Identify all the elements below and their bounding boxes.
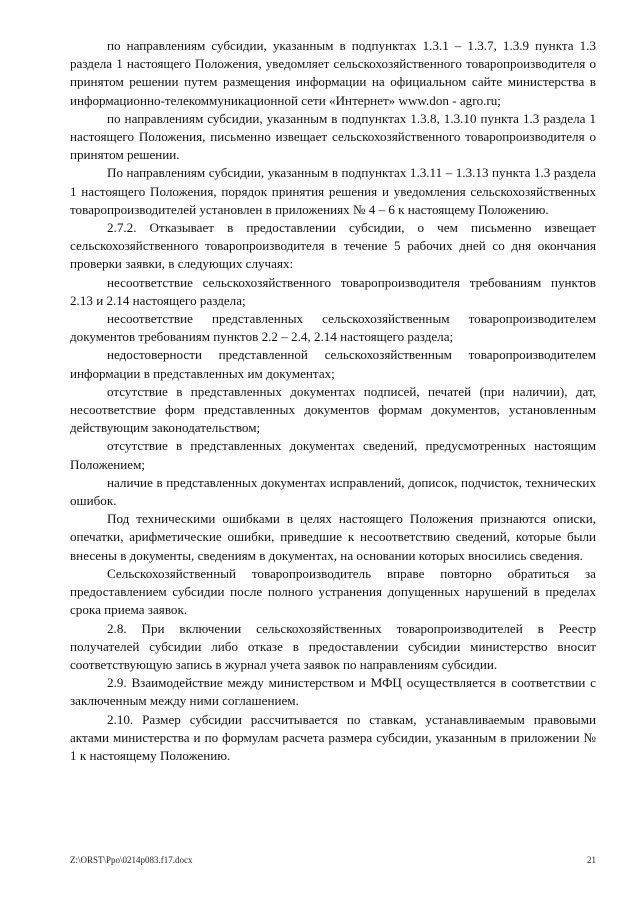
- page-number: 21: [587, 855, 596, 865]
- paragraph-1: по направлениям субсидии, указанным в подпунктах 1.3.1 – 1.3.7, 1.3.9 пункта 1.3 раздела 1 настоящего Положения, уведомляет сельскохозяйственного товаропроизводителя о принятом решении путем размещения информации на официальном сайте министерства в информационно-телекоммуникационной сети «Интернет» www.don - agro.ru;: [70, 38, 596, 108]
- paragraph-15: 2.10. Размер субсидии рассчитывается по ставкам, устанавливаемым правовыми актами министерства и по формулам расчета размера субсидии, указанным в приложении № 1 к настоящему Положению.: [70, 711, 596, 763]
- paragraph-14: 2.9. Взаимодействие между министерством и МФЦ осуществляется в соответствии с заключенным между ними соглашением.: [70, 675, 596, 709]
- paragraph-9: отсутствие в представленных документах сведений, предусмотренных настоящим Положением;: [70, 438, 596, 472]
- paragraph-3: По направлениям субсидии, указанным в подпунктах 1.3.11 – 1.3.13 пункта 1.3 раздела 1 настоящего Положения, порядок принятия решения и уведомления сельскохозяйственных товаропроизводителей установлен в приложениях № 4 – 6 к настоящему Положению.: [70, 165, 596, 217]
- paragraph-5: несоответствие сельскохозяйственного товаропроизводителя требованиям пунктов 2.13 и 2.14 настоящего раздела;: [70, 274, 596, 308]
- footer-file-path: Z:\ORST\Ppo\0214p083.f17.docx: [70, 855, 193, 865]
- paragraph-8: отсутствие в представленных документах подписей, печатей (при наличии), дат, несоответствие форм представленных документов формам документов, установленным действующим законодательством;: [70, 383, 596, 436]
- paragraph-11: Под техническими ошибками в целях настоящего Положения признаются описки, опечатки, арифметические ошибки, приведшие к несоответствию сведений, которые были внесены в документы, сведениям в документах, на основании которых вносились сведения.: [70, 511, 596, 563]
- paragraph-6: несоответствие представленных сельскохозяйственным товаропроизводителем документов требованиям пунктов 2.2 – 2.4, 2.14 настоящего раздела;: [70, 311, 596, 345]
- paragraph-13: 2.8. При включении сельскохозяйственных товаропроизводителей в Реестр получателей субсидии либо отказе в предоставлении субсидии министерство вносит соответствующую запись в журнал учета заявок по направлениям субсидии.: [70, 620, 596, 672]
- document-body: [70, 37, 596, 765]
- paragraph-10: наличие в представленных документах исправлений, дописок, подчисток, технических ошибок.: [70, 474, 596, 509]
- paragraph-2: по направлениям субсидии, указанным в подпунктах 1.3.8, 1.3.10 пункта 1.3 раздела 1 настоящего Положения, письменно извещает сельскохозяйственного товаропроизводителя о принятом решении.: [70, 110, 596, 163]
- paragraph-4: 2.7.2. Отказывает в предоставлении субсидии, о чем письменно извещает сельскохозяйственного товаропроизводителя в течение 5 рабочих дней со дня окончания проверки заявки, в следующих случаях:: [70, 220, 596, 272]
- paragraph-7: недостоверности представленной сельскохозяйственным товаропроизводителем информации в представленных им документах;: [70, 347, 596, 381]
- paragraph-12: Сельскохозяйственный товаропроизводитель вправе повторно обратиться за предоставлением субсидии после полного устранения допущенных нарушений в пределах срока приема заявок.: [70, 565, 596, 618]
